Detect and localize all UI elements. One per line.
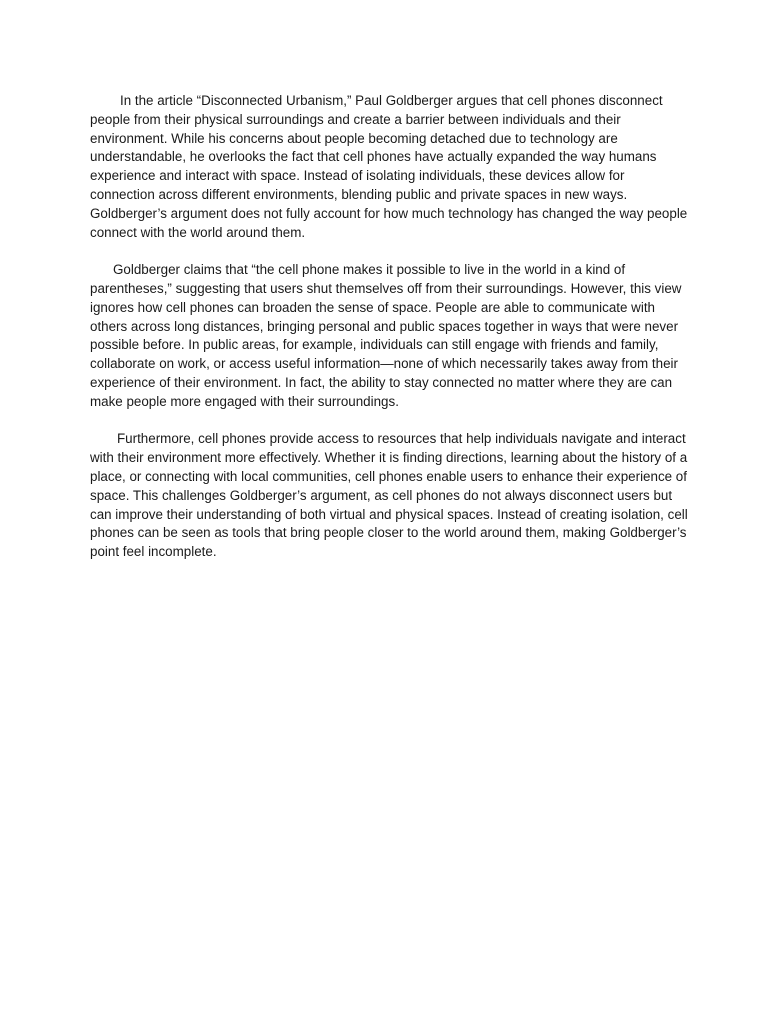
paragraph-3: Furthermore, cell phones provide access to resources that help individuals navigate and interact with their environment more effectively. Whether it is finding directions, learning about the history of a place, or connecting with local communities, cell phones enable users to enhance their experience of space. This challenges Goldberger’s argument, as cell phones do not always disconnect users but can improve their understanding of both virtual and physical spaces. Instead of creating isolation, cell phones can be seen as tools that bring people closer to the world around them, making Goldberger’s point feel incomplete. [90, 431, 688, 560]
paragraph-1: In the article “Disconnected Urbanism,” Paul Goldberger argues that cell phones disconnect people from their physical surroundings and create a barrier between individuals and their environment. While his concerns about people becoming detached due to technology are understandable, he overlooks the fact that cell phones have actually expanded the way humans experience and interact with space. Instead of isolating individuals, these devices allow for connection across different environments, blending public and private spaces in new ways. Goldberger’s argument does not fully account for how much technology has changed the way people connect with the world around them. [90, 93, 688, 240]
essay-body [90, 92, 690, 562]
paragraph-2: Goldberger claims that “the cell phone makes it possible to live in the world in a kind of parentheses,” suggesting that users shut themselves off from their surroundings. However, this view ignores how cell phones can broaden the sense of space. People are able to communicate with others across long distances, bringing personal and public spaces together in ways that were never possible before. In public areas, for example, individuals can still engage with friends and family, collaborate on work, or access useful information—none of which necessarily takes away from their experience of their environment. In fact, the ability to stay connected no matter where they are can make people more engaged with their surroundings. [90, 262, 682, 409]
